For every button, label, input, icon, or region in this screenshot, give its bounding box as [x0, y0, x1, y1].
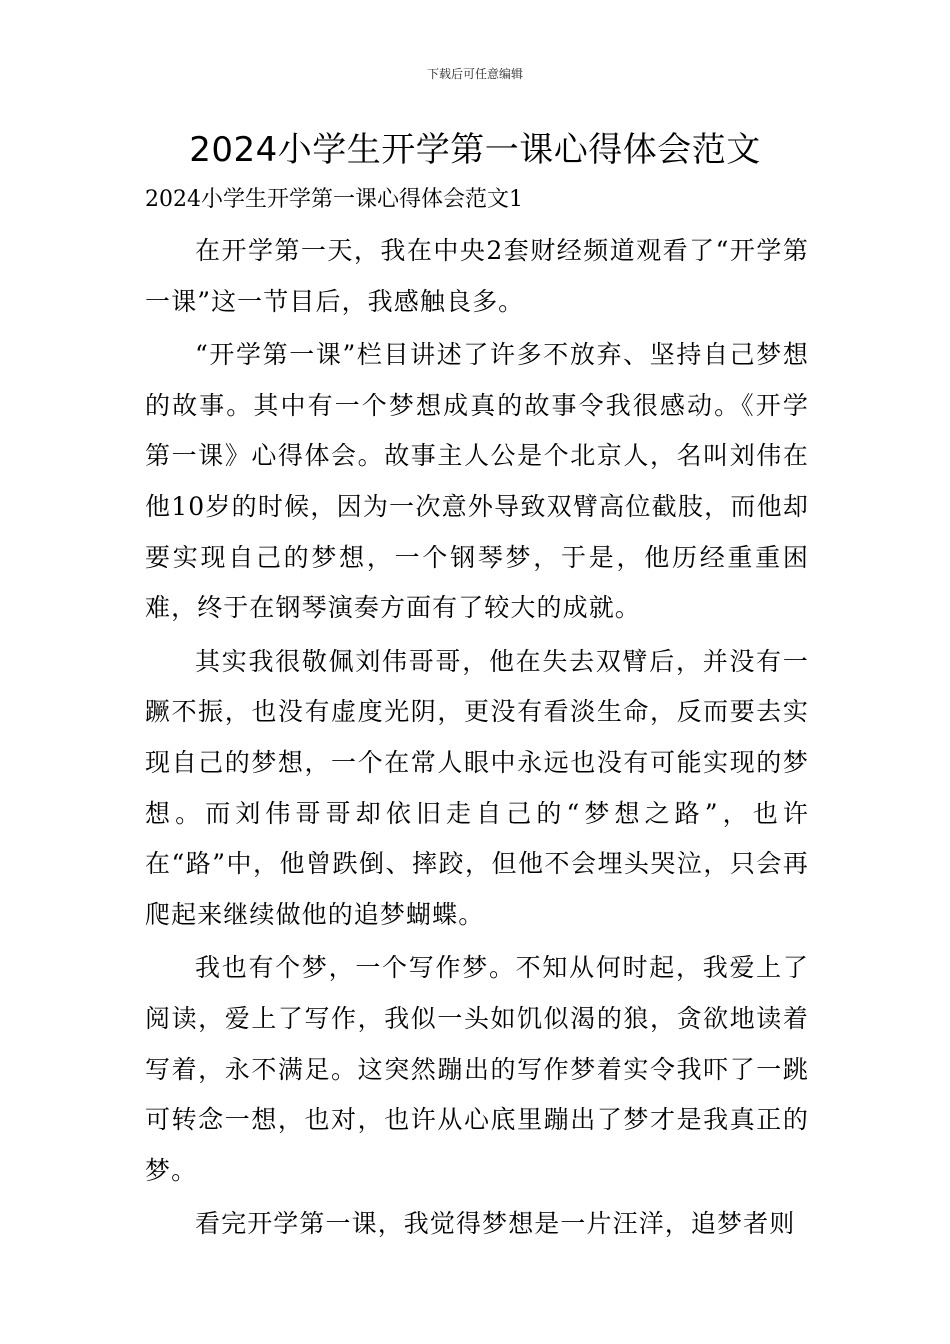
document-body [145, 226, 809, 1253]
paragraph-2: “开学第一课”栏目讲述了许多不放弃、坚持自己梦想的故事。其中有一个梦想成真的故事令我很感动。《开学第一课》心得体会。故事主人公是个北京人，名叫刘伟在他10岁的时候，因为一次意外导致双臂高位截肢，而他却要实现自己的梦想，一个钢琴梦，于是，他历经重重困难，终于在钢琴演奏方面有了较大的成就。 [145, 340, 809, 623]
document-title: 2024小学生开学第一课心得体会范文 [189, 130, 761, 170]
paragraph-3: 其实我很敬佩刘伟哥哥，他在失去双臂后，并没有一蹶不振，也没有虚度光阴，更没有看淡生命，反而要去实现自己的梦想，一个在常人眼中永远也没有可能实现的梦想。而刘伟哥哥却依旧走自己的“梦想之路”，也许在“路”中，他曾跌倒、摔跤，但他不会埋头哭泣，只会再爬起来继续做他的追梦蝴蝶。 [145, 646, 809, 929]
paragraph-4: 我也有个梦，一个写作梦。不知从何时起，我爱上了阅读，爱上了写作，我似一头如饥似渴的狼，贪欲地读着写着，永不满足。这突然蹦出的写作梦着实令我吓了一跳可转念一想，也对，也许从心底里蹦出了梦才是我真正的梦。 [145, 953, 809, 1185]
paragraph-5: 看完开学第一课，我觉得梦想是一片汪洋，追梦者则 [195, 1209, 796, 1239]
document-subtitle: 2024小学生开学第一课心得体会范文1 [145, 187, 523, 212]
header-note: 下载后可任意编辑 [426, 67, 523, 81]
paragraph-1: 在开学第一天，我在中央2套财经频道观看了“开学第一课”这一节目后，我感触良多。 [145, 236, 809, 316]
